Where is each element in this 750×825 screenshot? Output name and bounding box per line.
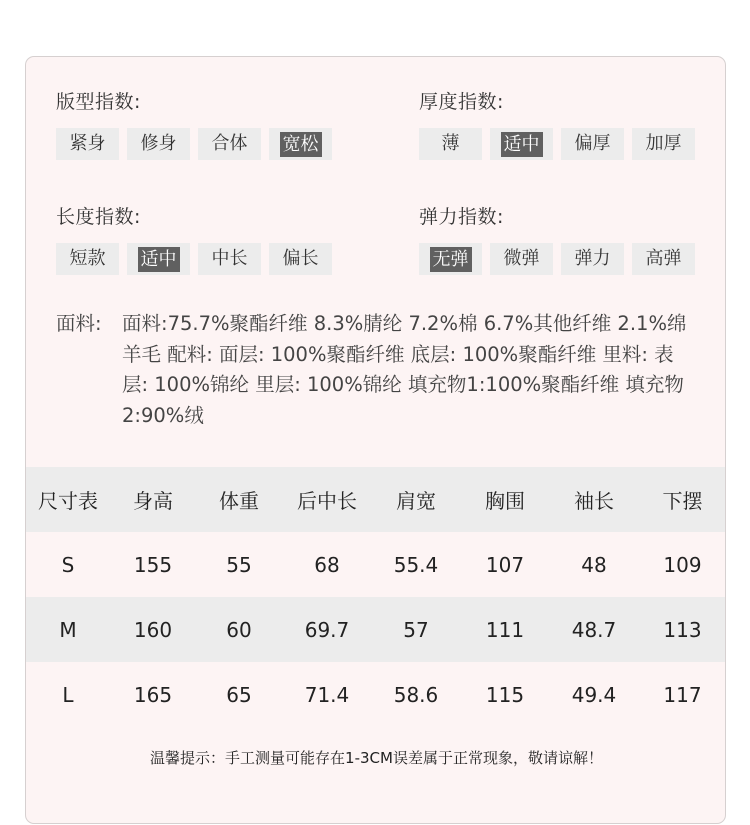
table-cell: 111 <box>485 617 525 642</box>
option-list <box>419 128 695 160</box>
option-chip <box>269 243 332 275</box>
option-chip <box>198 243 261 275</box>
option-chip-selected <box>269 128 332 160</box>
option-label: 微弹 <box>503 248 540 269</box>
fit-index-group <box>56 89 332 160</box>
option-chip <box>490 243 553 275</box>
table-cell: 113 <box>663 617 702 642</box>
group-title: 长度指数: <box>56 206 141 228</box>
thickness-index-group <box>419 89 695 160</box>
option-label: 合体 <box>211 133 248 154</box>
table-row <box>26 662 726 727</box>
table-header-cell: 下摆 <box>662 489 703 513</box>
table-cell: 115 <box>485 682 525 707</box>
option-chip <box>56 128 119 160</box>
size-info-card <box>25 56 726 824</box>
option-label: 高弹 <box>645 248 682 269</box>
option-label: 加厚 <box>645 133 682 154</box>
option-label: 无弹 <box>430 247 472 272</box>
option-label: 修身 <box>140 133 177 154</box>
option-chip <box>561 128 624 160</box>
table-row <box>26 597 726 662</box>
option-label: 宽松 <box>280 132 322 157</box>
option-list <box>56 243 332 275</box>
group-title: 厚度指数: <box>419 91 504 113</box>
option-label: 适中 <box>138 247 180 272</box>
option-label: 偏长 <box>282 248 319 269</box>
group-title: 弹力指数: <box>419 206 504 228</box>
table-cell: 160 <box>133 617 173 642</box>
option-label: 偏厚 <box>574 133 611 154</box>
table-cell: 71.4 <box>304 682 350 707</box>
fabric-label: 面料: <box>56 312 102 335</box>
measurement-tip: 温馨提示：手工测量可能存在1-3CM误差属于正常现象，敬请谅解！ <box>150 749 603 767</box>
option-label: 薄 <box>441 133 460 154</box>
table-cell: 55.4 <box>393 552 439 577</box>
fabric-text: 面料:75.7%聚酯纤维 8.3%腈纶 7.2%棉 6.7%其他纤维 2.1%绵羊毛 配料: 面层: 100%聚酯纤维 底层: 100%聚酯纤维 里料: 表层: 100%锦纶 里层: 100%锦纶 填充物1:100%聚酯纤维 填充物2:90%绒 <box>122 312 687 427</box>
table-cell: 48.7 <box>571 617 617 642</box>
option-chip-selected <box>127 243 190 275</box>
option-label: 紧身 <box>69 133 106 154</box>
table-header-cell: 胸围 <box>485 489 525 513</box>
table-header-cell: 肩宽 <box>396 489 436 513</box>
table-header-cell: 体重 <box>219 489 259 513</box>
option-chip <box>127 128 190 160</box>
table-cell: S <box>61 552 75 577</box>
table-cell: 60 <box>226 617 252 642</box>
option-chip <box>561 243 624 275</box>
size-table <box>26 467 726 727</box>
table-cell: 107 <box>485 552 525 577</box>
table-cell: 58.6 <box>393 682 439 707</box>
group-title: 版型指数: <box>56 91 141 113</box>
table-cell: 55 <box>226 552 252 577</box>
table-header-cell: 身高 <box>133 489 173 513</box>
option-label: 短款 <box>69 248 106 269</box>
option-chip <box>198 128 261 160</box>
table-cell: 165 <box>133 682 173 707</box>
table-header-cell: 后中长 <box>297 489 357 513</box>
table-cell: 48 <box>581 552 607 577</box>
option-chip-selected <box>419 243 482 275</box>
table-header-cell: 袖长 <box>574 489 614 513</box>
table-cell: 69.7 <box>304 617 350 642</box>
table-body <box>26 532 726 727</box>
option-label: 中长 <box>211 248 248 269</box>
table-cell: M <box>59 617 77 642</box>
option-label: 弹力 <box>574 248 611 269</box>
option-list <box>56 128 332 160</box>
elasticity-index-group <box>419 204 695 275</box>
fabric-info <box>56 309 696 431</box>
table-cell: L <box>62 682 74 707</box>
table-cell: 57 <box>403 617 429 642</box>
table-cell: 117 <box>663 682 702 707</box>
table-cell: 155 <box>133 552 173 577</box>
table-cell: 49.4 <box>571 682 617 707</box>
option-chip <box>419 128 482 160</box>
option-chip <box>632 243 695 275</box>
table-cell: 109 <box>663 552 702 577</box>
option-chip-selected <box>490 128 553 160</box>
table-cell: 65 <box>226 682 252 707</box>
option-label: 适中 <box>501 132 543 157</box>
table-row <box>26 532 726 597</box>
length-index-group <box>56 204 332 275</box>
option-list <box>419 243 695 275</box>
table-cell: 68 <box>314 552 340 577</box>
table-header-row <box>26 467 726 532</box>
table-header-cell: 尺寸表 <box>38 489 98 513</box>
option-chip <box>632 128 695 160</box>
option-chip <box>56 243 119 275</box>
